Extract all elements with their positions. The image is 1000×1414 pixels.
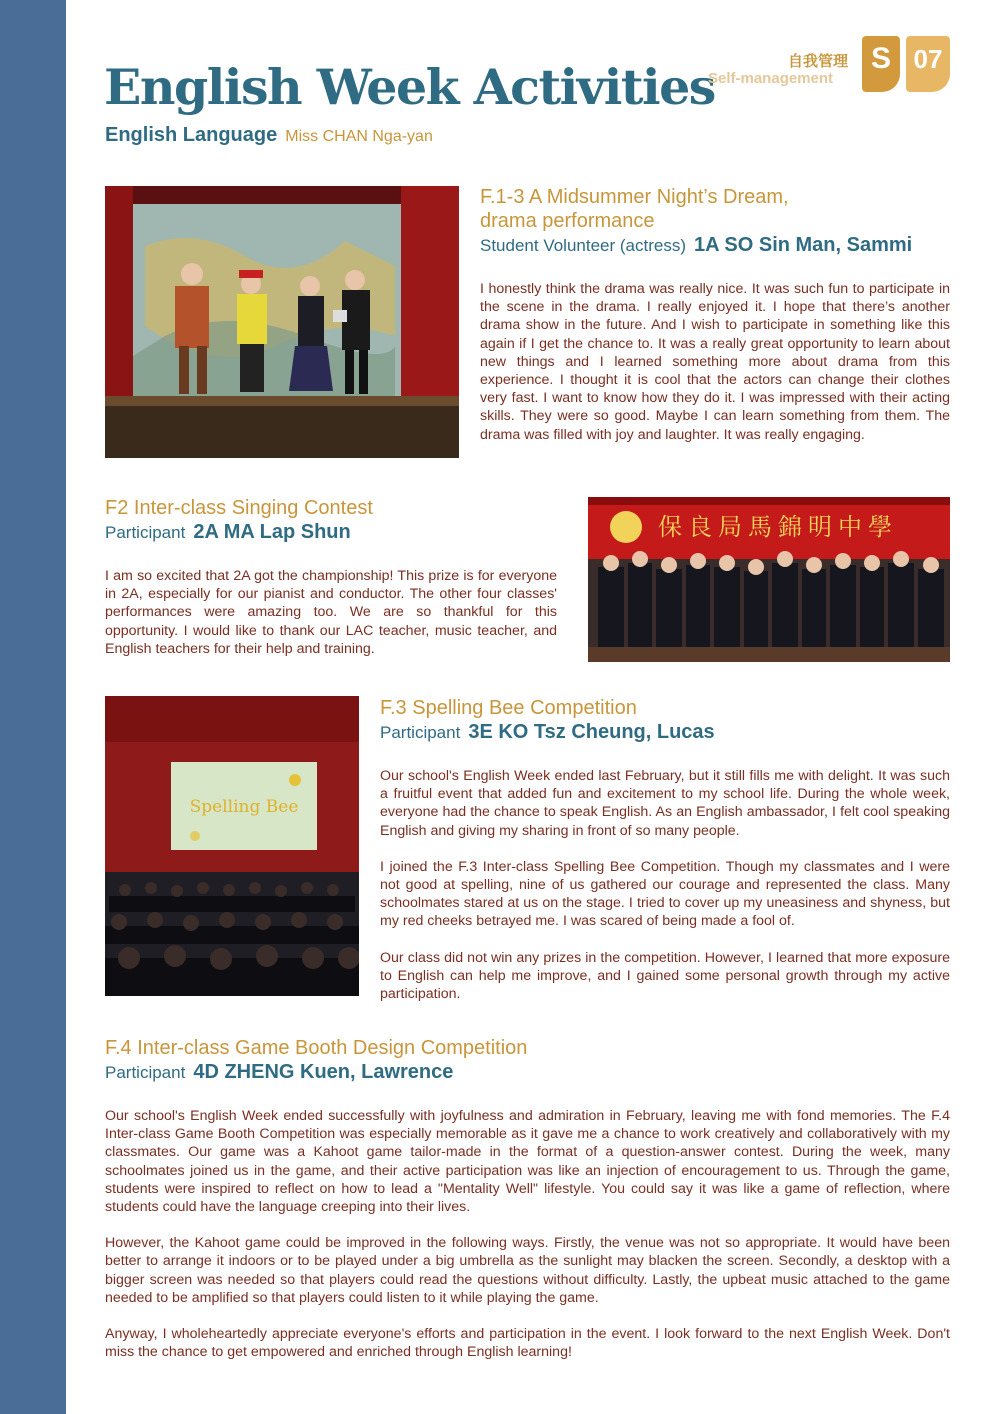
drama-section-title	[480, 185, 950, 233]
game-booth-section-title: F.4 Inter-class Game Booth Design Competition	[105, 1037, 528, 1059]
spelling-body-text	[380, 767, 950, 1003]
game-booth-paragraph-2: However, the Kahoot game could be improved in the following ways. Firstly, the venue was not so appropriate. It would have been better to arrange it indoors or to be played under a big umbrella as the sunlight may blacken the screen. Secondly, a desktop with a bigger screen was needed so that players could read the questions without difficulty. Lastly, the upbeat music attached to the game needed to be amplified so that players could listen to it while playing the game.	[105, 1235, 950, 1306]
drama-student-name: 1A SO Sin Man, Sammi	[694, 234, 913, 256]
spelling-paragraph-3: Our class did not win any prizes in the competition. However, I learned that more exposure to English can help me improve, and I gained some personal growth through my active participation.	[380, 949, 950, 1003]
self-management-badge	[704, 34, 954, 104]
game-booth-participant-line	[105, 1061, 453, 1084]
spelling-paragraph-2: I joined the F.3 Inter-class Spelling Bee Competition. Though my classmates and I were not good at spelling, nine of us gathered our courage and represented the class. Many schoolmates stared at us on the stage. I tried to cover up my uneasiness and shyness, but my red cheeks betrayed me. I was scared of being made a fool of.	[380, 858, 950, 930]
teacher-name: Miss CHAN Nga-yan	[285, 128, 433, 145]
drama-title-line2: drama performance	[480, 210, 655, 232]
singing-section-title: F2 Inter-class Singing Contest	[105, 497, 373, 519]
singing-photo	[588, 497, 950, 662]
spelling-paragraph-1: Our school's English Week ended last February, but it still fills me with delight. It was such a fruitful event that added fun and excitement to my school life. During the whole week, everyone had the chance to speak English. As an English ambassador, I felt cool speaking English and giving my sharing in front of so many people.	[380, 768, 950, 839]
game-booth-role: Participant	[105, 1063, 186, 1082]
badge-english-label: Self-management	[708, 70, 834, 87]
drama-role: Student Volunteer (actress)	[480, 236, 687, 255]
game-booth-paragraph-3: Anyway, I wholeheartedly appreciate everyone's efforts and participation in the event. I look forward to the next English Week. Don't miss the chance to get empowered and enriched through English learning!	[105, 1326, 950, 1361]
drama-body-text	[480, 280, 950, 444]
badge-chinese-label: 自我管理	[788, 52, 849, 70]
singing-student-name: 2A MA Lap Shun	[193, 521, 351, 543]
singing-paragraph: I am so excited that 2A got the championship! This prize is for everyone in 2A, especially for our pianist and conductor. The other four classes' performances were amazing too. We are so thankful for this opportunity. I would like to thank our LAC teacher, music teacher, and English teachers for their help and training.	[105, 568, 557, 657]
left-sidebar-band	[0, 0, 66, 1414]
drama-photo	[105, 186, 459, 458]
badge-letter: S	[862, 36, 900, 92]
spelling-section-title: F.3 Spelling Bee Competition	[380, 697, 637, 719]
school-banner-text: 保良局馬錦明中學	[658, 513, 898, 541]
spelling-student-name: 3E KO Tsz Cheung, Lucas	[468, 721, 715, 743]
page-title: English Week Activities	[104, 58, 715, 116]
screen-title-text: Spelling Bee	[189, 797, 299, 817]
singing-body-text	[105, 567, 557, 658]
game-booth-body-text	[105, 1107, 950, 1361]
spelling-role: Participant	[380, 723, 461, 742]
subject-line	[105, 124, 433, 147]
page-number: 07	[906, 36, 950, 92]
spelling-bee-photo	[105, 696, 359, 996]
drama-paragraph: I honestly think the drama was really nice. It was such fun to participate in the scene in the drama. I really enjoyed it. I hope that there’s another drama show in the future. And I wish to participate in something like this again if I get the chance to. It was a really great opportunity to learn about new things and I learned something more about drama from this experience. I thought it is cool that the actors can change their clothes very fast. I want to know how they do it. I was impressed with their acting skills. They were so good. Maybe I can learn something from them. The drama was filled with joy and laughter. It was really engaging.	[480, 281, 950, 443]
singing-role: Participant	[105, 523, 186, 542]
game-booth-paragraph-1: Our school's English Week ended successfully with joyfulness and admiration in February, leaving me with fond memories. The F.4 Inter-class Game Booth Competition was especially memorable as it gave me a chance to work creatively and collaboratively with my classmates. Our game was a Kahoot game tailor-made in the format of a question-answer contest. During the week, many schoolmates joined us in the game, and their active participation was like an injection of encouragement to us. Through the game, students were inspired to reflect on how to lead a "Mentality Well" lifestyle. You could say it was like a game of reflection, where students could have the language creeping into their lives.	[105, 1108, 950, 1216]
drama-participant-line	[480, 234, 912, 257]
drama-title-line1: F.1-3 A Midsummer Night’s Dream,	[480, 186, 789, 208]
singing-participant-line	[105, 521, 351, 544]
game-booth-student-name: 4D ZHENG Kuen, Lawrence	[193, 1061, 454, 1083]
spelling-participant-line	[380, 721, 715, 744]
subject-name: English Language	[105, 124, 278, 146]
